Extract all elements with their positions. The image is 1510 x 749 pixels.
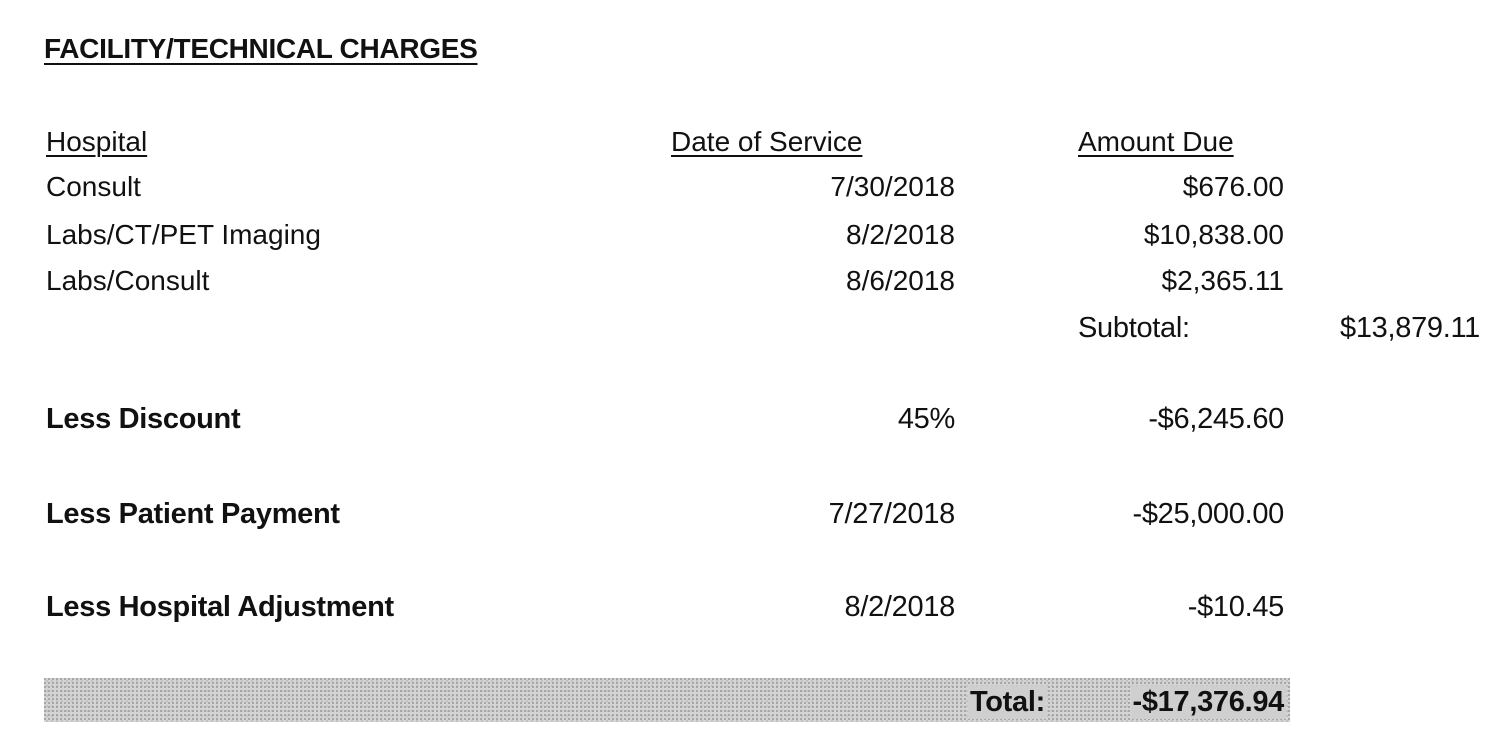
subtotal-value: $13,879.11 [1340, 312, 1480, 344]
charge-amount: $10,838.00 [1143, 219, 1284, 250]
charge-description: Consult [46, 171, 141, 202]
charge-date: 8/2/2018 [846, 219, 955, 250]
charge-date: 7/30/2018 [830, 171, 955, 202]
adjustment-detail: 8/2/2018 [844, 591, 955, 623]
adjustment-label: Less Discount [46, 403, 241, 435]
charge-amount: $676.00 [1182, 171, 1284, 202]
charge-date: 8/6/2018 [846, 265, 955, 296]
total-value: -$17,376.94 [1132, 686, 1284, 718]
adjustment-label: Less Patient Payment [46, 498, 340, 530]
hospital-column-header: Hospital [46, 126, 148, 157]
charge-description: Labs/Consult [46, 265, 210, 296]
adjustment-detail: 45% [897, 403, 955, 435]
amount-column-header: Amount Due [1078, 126, 1234, 157]
adjustment-amount: -$25,000.00 [1132, 498, 1284, 530]
subtotal-label: Subtotal: [1078, 312, 1190, 344]
total-bar [44, 678, 1290, 722]
adjustment-amount: -$6,245.60 [1148, 403, 1284, 435]
date-column-header: Date of Service [671, 126, 863, 157]
adjustment-amount: -$10.45 [1187, 591, 1284, 623]
section-title: FACILITY/TECHNICAL CHARGES [44, 33, 478, 64]
charge-amount: $2,365.11 [1161, 265, 1284, 296]
adjustment-label: Less Hospital Adjustment [46, 591, 394, 623]
charge-description: Labs/CT/PET Imaging [46, 219, 321, 250]
total-label: Total: [970, 686, 1045, 718]
adjustment-detail: 7/27/2018 [828, 498, 955, 530]
